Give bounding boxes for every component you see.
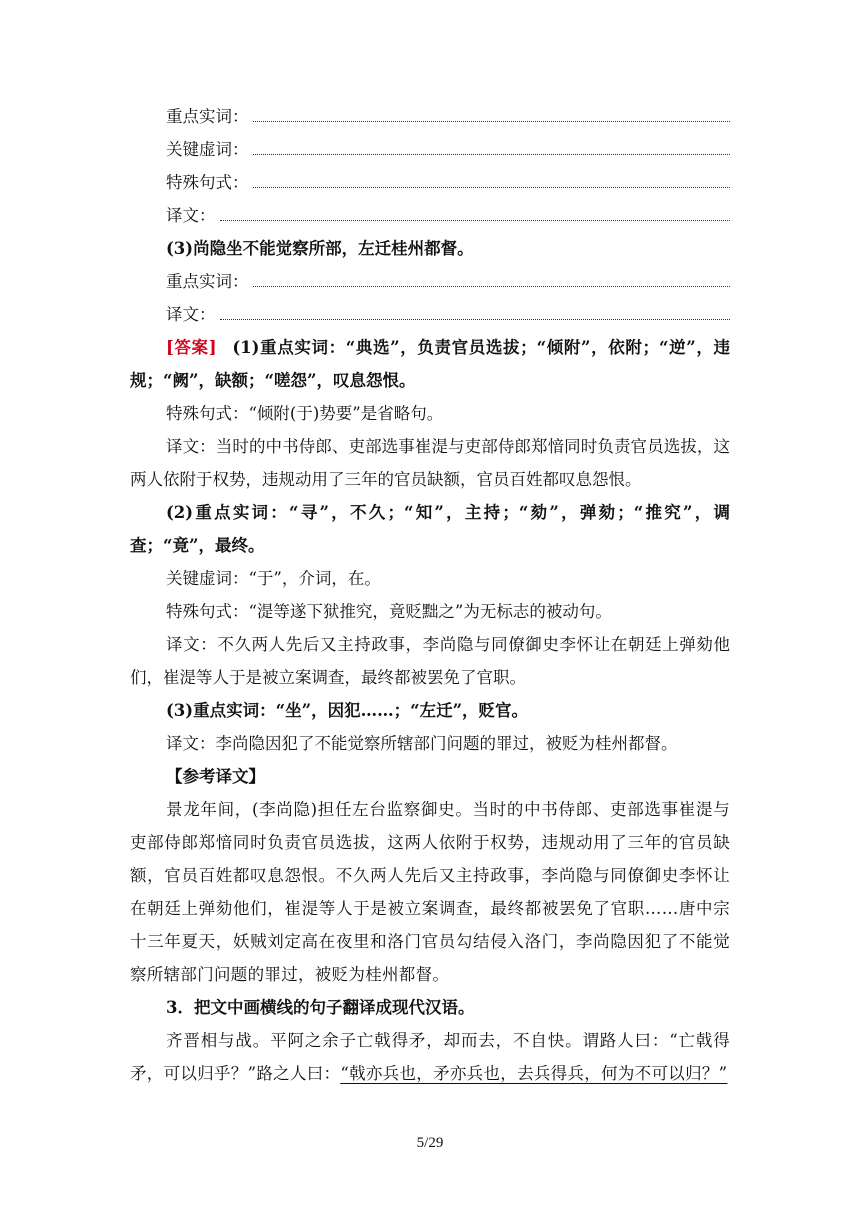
answer-2-translation: 译文：不久两人先后又主持政事，李尚隐与同僚御史李怀让在朝廷上弹劾他们，崔湜等人于是被立案调查，最终都被罢免了官职。 [130,635,730,687]
reference-heading: 【参考译文】 [166,767,265,786]
fill-row-translation-2 [130,298,730,331]
answer-2-function: 关键虚词：“于”，介词，在。 [166,569,381,588]
answer-2-words: (2)重点实词：“寻”，不久；“知”，主持；“劾”，弹劾；“推究”，调查；“竟”，最终。 [130,503,730,555]
field-label: 译文： [166,206,216,225]
dotted-answer-line [253,111,731,122]
document-page [130,100,730,1090]
field-label: 重点实词： [166,107,249,126]
answer-1-special: 特殊句式：“倾附(于)势要”是省略句。 [166,404,444,423]
dotted-answer-line [220,210,731,221]
answer-text: (1)重点实词：“典选”，负责官员选拔；“倾附”，依附；“逆”，违规；“阙”，缺额；“嗟怨”，叹息怨恨。 [130,338,730,390]
dotted-answer-line [220,309,731,320]
page-number: 5/29 [416,1135,444,1151]
answer-1-words [130,331,730,397]
answer-tag: [答案] [166,338,217,357]
question-next-title: 3．把文中画横线的句子翻译成现代汉语。 [166,998,475,1017]
fill-row-key-words-1 [130,100,730,133]
field-label: 译文： [166,305,216,324]
underlined-sentence: “戟亦兵也，矛亦兵也，去兵得兵，何为不可以归？” [340,1064,728,1083]
dotted-answer-line [253,144,731,155]
fill-row-translation-1 [130,199,730,232]
answer-1-translation: 译文：当时的中书侍郎、吏部选事崔湜与吏部侍郎郑愔同时负责官员选拔，这两人依附于权势，违规动用了三年的官员缺额，官员百姓都叹息怨恨。 [130,437,730,489]
fill-row-function-words [130,133,730,166]
field-label: 重点实词： [166,272,249,291]
field-label: 关键虚词： [166,140,249,159]
question-next-text [130,1024,730,1090]
passage-text: 齐晋相与战。平阿之余子亡戟得矛，却而去，不自快。谓路人曰：“亡戟得矛，可以归乎？”路之人曰： [130,1031,730,1083]
answer-2-special: 特殊句式：“湜等遂下狱推究，竟贬黜之”为无标志的被动句。 [166,602,612,621]
dotted-answer-line [253,177,731,188]
dotted-answer-line [253,276,731,287]
fill-row-key-words-2 [130,265,730,298]
fill-row-special-sentence [130,166,730,199]
answer-3-words: (3)重点实词：“坐”，因犯……；“左迁”，贬官。 [166,701,529,720]
reference-translation: 景龙年间，(李尚隐)担任左台监察御史。当时的中书侍郎、吏部选事崔湜与吏部侍郎郑愔同时负责官员选拔，这两人依附于权势，违规动用了三年的官员缺额，官员百姓都叹息怨恨。不久两人先后又主持政事，李尚隐与同僚御史李怀让在朝廷上弹劾他们，崔湜等人于是被立案调查，最终都被罢免了官职……唐中宗十三年夏天，妖贼刘定高在夜里和洛门官员勾结侵入洛门，李尚隐因犯了不能觉察所辖部门问题的罪过，被贬为桂州都督。 [130,800,730,984]
field-label: 特殊句式： [166,173,249,192]
question-3: (3)尚隐坐不能觉察所部，左迁桂州都督。 [166,239,474,258]
answer-3-translation: 译文：李尚隐因犯了不能觉察所辖部门问题的罪过，被贬为桂州都督。 [166,734,678,753]
